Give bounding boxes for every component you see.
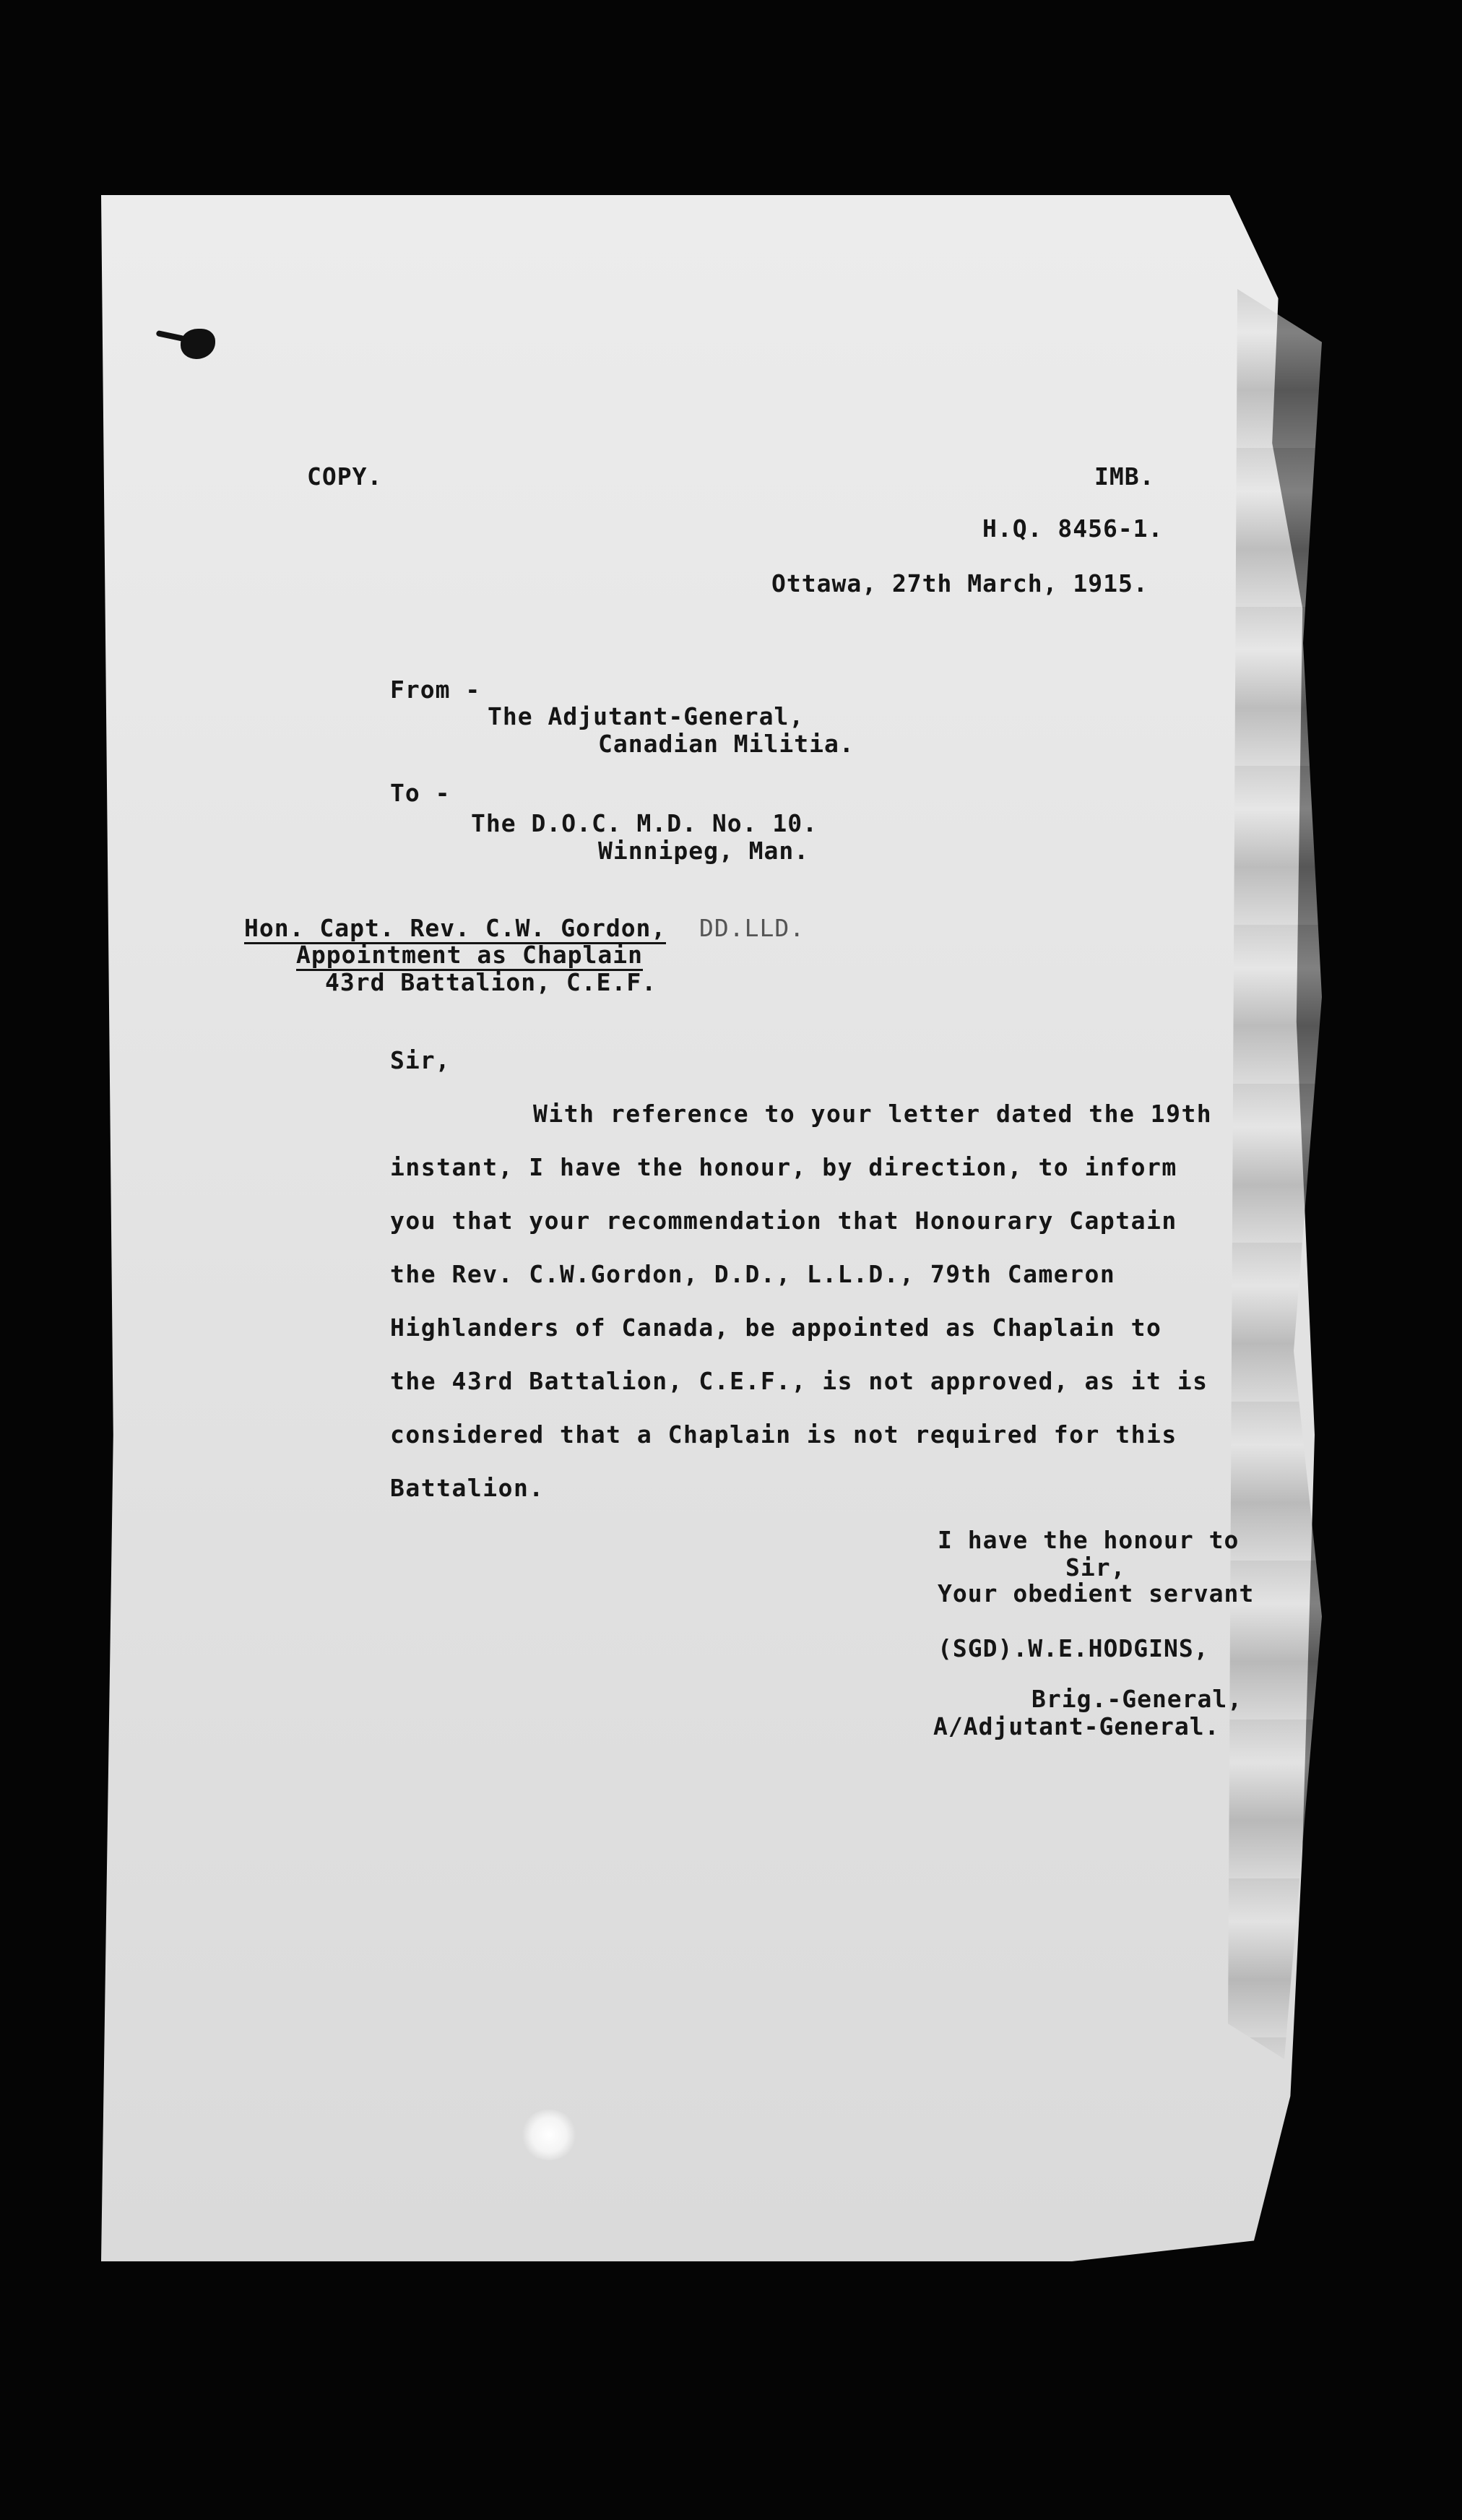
closing-line-3: Your obedient servant <box>938 1579 1255 1608</box>
subject-handwritten-addition: DD.LLD. <box>699 914 805 942</box>
from-line-2: Canadian Militia. <box>598 730 855 758</box>
body-line: the 43rd Battalion, C.E.F., is not approved, as it is <box>390 1367 1208 1395</box>
from-line-1: The Adjutant-General, <box>488 702 805 730</box>
body-line: you that your recommendation that Honourary Captain <box>390 1207 1177 1235</box>
body-line: the Rev. C.W.Gordon, D.D., L.L.D., 79th Cameron <box>390 1260 1116 1288</box>
body-line: Highlanders of Canada, be appointed as Chaplain to <box>390 1313 1162 1342</box>
subject-line-2: Appointment as Chaplain <box>296 941 643 971</box>
body-line: Battalion. <box>390 1474 545 1502</box>
initials: IMB. <box>1094 462 1155 491</box>
to-label: To - <box>390 779 451 807</box>
torn-page-edge <box>1228 289 1322 2059</box>
copy-label: COPY. <box>307 462 383 491</box>
body-line: With reference to your letter dated the 19th <box>533 1100 1213 1128</box>
signature: (SGD).W.E.HODGINS, <box>938 1634 1209 1662</box>
salutation: Sir, <box>390 1046 451 1074</box>
place-date: Ottawa, 27th March, 1915. <box>771 569 1149 597</box>
body-line: considered that a Chaplain is not required for this <box>390 1420 1177 1449</box>
paper-stain <box>520 2110 578 2160</box>
to-line-1: The D.O.C. M.D. No. 10. <box>471 809 818 837</box>
subject-line-1: Hon. Capt. Rev. C.W. Gordon, <box>244 914 666 944</box>
to-line-2: Winnipeg, Man. <box>598 837 810 865</box>
closing-line-1: I have the honour to <box>938 1526 1240 1554</box>
reference-number: H.Q. 8456-1. <box>982 514 1164 543</box>
signatory-rank: Brig.-General, <box>1031 1685 1243 1713</box>
from-label: From - <box>390 676 481 704</box>
subject-line-3: 43rd Battalion, C.E.F. <box>325 968 657 996</box>
signatory-title: A/Adjutant-General. <box>933 1712 1220 1740</box>
closing-line-2: Sir, <box>1065 1553 1126 1582</box>
body-line: instant, I have the honour, by direction, to inform <box>390 1153 1177 1181</box>
